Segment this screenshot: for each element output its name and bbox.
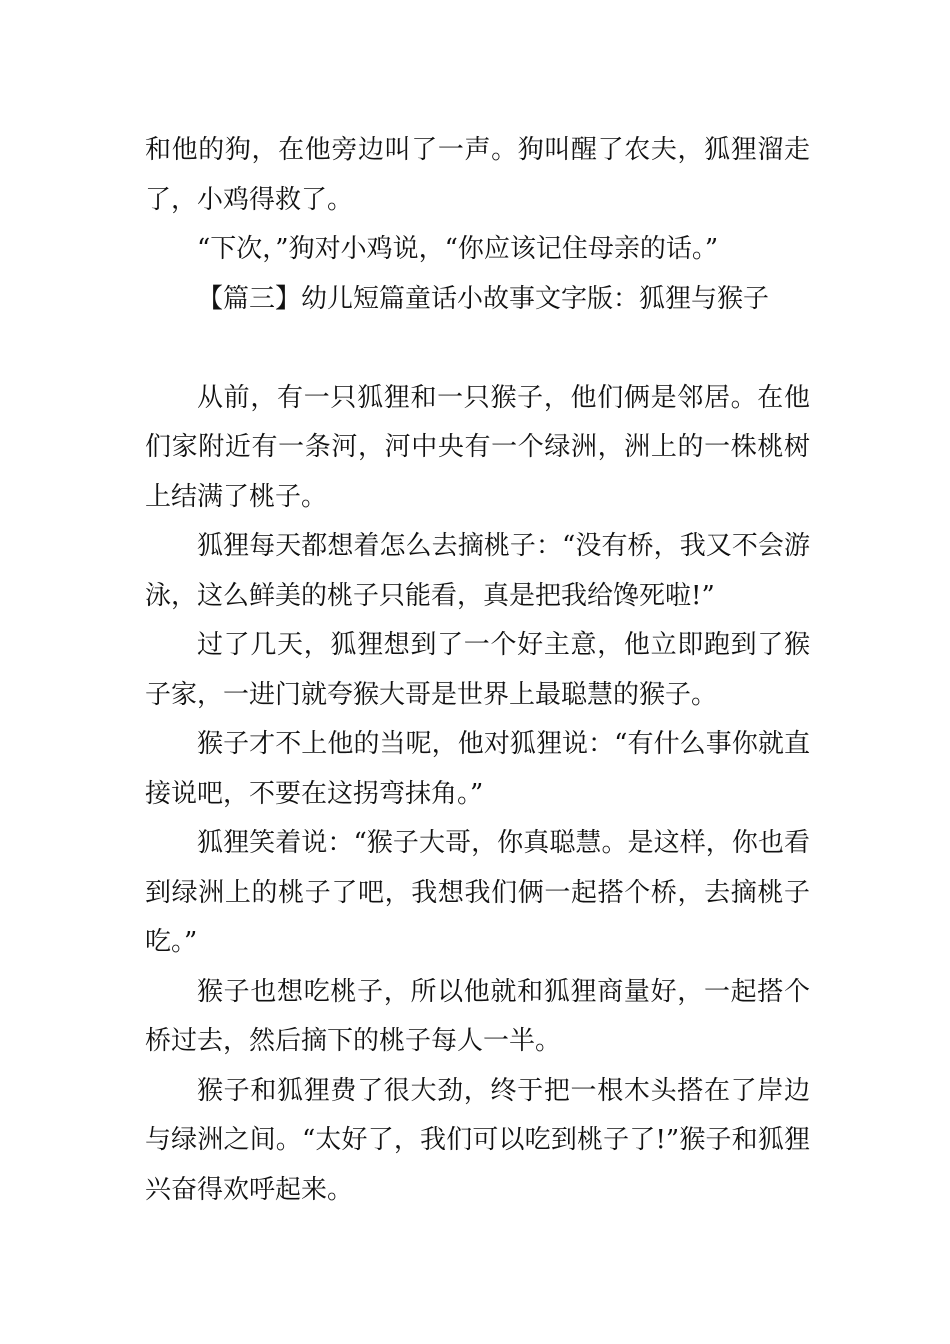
story-paragraph-6: 猴子也想吃桃子，所以他就和狐狸商量好，一起搭个桥过去，然后摘下的桃子每人一半。 bbox=[145, 976, 810, 1056]
story-paragraph-2: 狐狸每天都想着怎么去摘桃子：“没有桥，我又不会游泳，这么鲜美的桃子只能看，真是把我给馋死啦!” bbox=[145, 531, 810, 611]
story-paragraph-5: 狐狸笑着说：“猴子大哥，你真聪慧。是这样，你也看到绿洲上的桃子了吧，我想我们俩一起搭个桥，去摘桃子吃。” bbox=[145, 828, 810, 957]
story-paragraph-7: 猴子和狐狸费了很大劲，终于把一根木头搭在了岸边与绿洲之间。“太好了，我们可以吃到桃子了!”猴子和狐狸兴奋得欢呼起来。 bbox=[145, 1075, 810, 1205]
document-page bbox=[145, 126, 810, 1215]
paragraph-dog-quote: “下次，”狗对小鸡说，“你应该记住母亲的话。” bbox=[197, 234, 719, 264]
section-heading: 【篇三】幼儿短篇童话小故事文字版：狐狸与猴子 bbox=[197, 283, 770, 314]
story-paragraph-4: 猴子才不上他的当呢，他对狐狸说：“有什么事你就直接说吧，不要在这拐弯抹角。” bbox=[145, 729, 810, 809]
blank-line bbox=[145, 324, 810, 374]
story-paragraph-1: 从前，有一只狐狸和一只猴子，他们俩是邻居。在他们家附近有一条河，河中央有一个绿洲，洲上的一株桃树上结满了桃子。 bbox=[145, 382, 810, 512]
story-paragraph-3: 过了几天，狐狸想到了一个好主意，他立即跑到了猴子家，一进门就夸猴大哥是世界上最聪慧的猴子。 bbox=[145, 630, 810, 710]
paragraph-continued: 和他的狗，在他旁边叫了一声。狗叫醒了农夫，狐狸溜走了，小鸡得救了。 bbox=[145, 135, 810, 215]
